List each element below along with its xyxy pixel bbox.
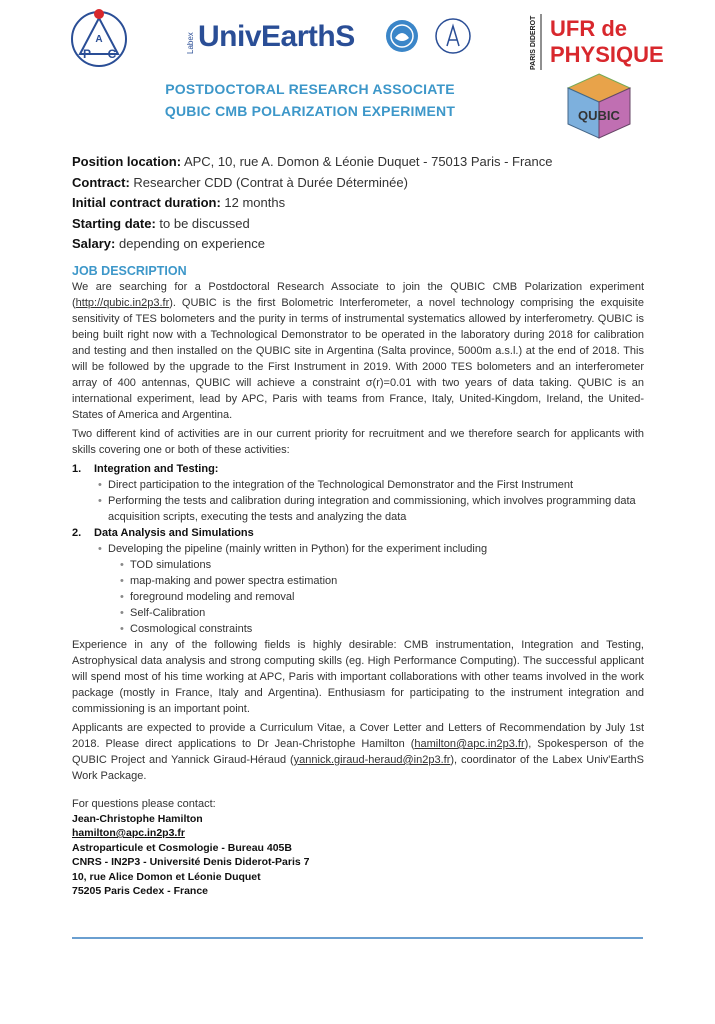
qubic-website-link[interactable]: http://qubic.in2p3.fr	[75, 297, 170, 309]
paragraph-intro: We are searching for a Postdoctoral Research Associate to join the QUBIC CMB Polarization experiment (http://qubic.in2p3.fr). QUBIC is the first Bolometric Interferometer, a novel technology comprising the exquisite sensitivity of TES bolometers and the purity in terms of instrumental systematics allowed by interferometry. QUBIC is being built right now with a Technological Demonstrator to be operated in the laboratory during 2018 for calibration and testing and then installed on the QUBIC site in Argentina (Salta province, 5000m a.s.l.) at the end of 2018. This will be followed by the upgrade to the First Instrument in 2019. With 2000 TES bolometers and an interferometer array of 400 antennas, QUBIC will achieve a constraint σ(r)=0.01 with two years of data taking. QUBIC is an international experiment, lead by APC, Paris with teams from France, Italy, United-Kingdom, Ireland, the United-States of America and Argentina.	[72, 281, 644, 421]
paragraph-applications: Applicants are expected to provide a Curriculum Vitae, a Cover Letter and Letters of Recommendation by July 1st 2018. Please direct applications to Dr Jean-Christophe Hamilton (hamilton@apc.in2p3.fr), Spokesperson of the QUBIC Project and Yannick Giraud-Héraud (yannick.giraud-heraud@in2p3.fr), coordinator of the Labex Univ'EarthS Work Package.	[72, 722, 644, 782]
sub-list-item: • Self-Calibration	[120, 605, 644, 621]
university-seal-icon	[384, 18, 420, 54]
position-info	[72, 152, 652, 255]
info-start: Starting date: to be discussed	[72, 215, 250, 231]
list-item: • Direct participation to the integration of the Technological Demonstrator and the First Instrument	[98, 477, 644, 493]
contact-street: 10, rue Alice Domon et Léonie Duquet	[72, 870, 261, 883]
svg-text:UFR de: UFR de	[550, 16, 627, 41]
svg-text:PHYSIQUE: PHYSIQUE	[550, 42, 664, 67]
title-line-1: POSTDOCTORAL RESEARCH ASSOCIATE	[165, 81, 455, 97]
activity-item: 1. Integration and Testing: • Direct participation to the integration of the Technological Demonstrator and the First Instrument • Performing the tests and calibration during integration and commissioning, which involves programming data acquisition scripts, executing the tests and analyzing the data	[72, 461, 644, 525]
observatory-seal-icon	[434, 16, 472, 56]
list-item: • Performing the tests and calibration during integration and commissioning, which involves programming data acquisition scripts, executing the tests and analyzing the data	[98, 493, 644, 525]
sub-list-item: • foreground modeling and removal	[120, 589, 644, 605]
paragraph-experience: Experience in any of the following fields is highly desirable: CMB instrumentation, Integration and Testing, Astrophysical data analysis and strong computing skills (eg. High Performance Computing). The successful applicant will spend most of his time working at APC, Paris with important collaborations with other teams involved in the work package (mostly in France, Italy and Argentina). Enthusiasm for participating to the instrument integration and commissioning is an important point.	[72, 639, 644, 715]
paragraph-activities: Two different kind of activities are in our current priority for recruitment and we therefore search for applicants with skills covering one or both of these activities:	[72, 428, 644, 456]
labex-prefix: Labex	[186, 32, 195, 54]
labex-name: UnivEarthS	[198, 20, 355, 53]
title-line-2: QUBIC CMB POLARIZATION EXPERIMENT	[164, 103, 456, 119]
contact-name: Jean-Christophe Hamilton	[72, 812, 203, 825]
hamilton-email-link[interactable]: hamilton@apc.in2p3.fr	[414, 738, 525, 750]
page-title	[0, 78, 620, 122]
info-duration: Initial contract duration: 12 months	[72, 195, 286, 211]
contact-email-link[interactable]: hamilton@apc.in2p3.fr	[72, 827, 185, 839]
contact-city: 75205 Paris Cedex - France	[72, 885, 208, 897]
contact-office: Astroparticule et Cosmologie - Bureau 405B	[72, 841, 292, 854]
svg-text:PARIS DIDEROT: PARIS DIDEROT	[530, 15, 537, 70]
svg-text:C: C	[107, 47, 117, 61]
svg-text:A: A	[95, 34, 103, 45]
sub-list-item: • map-making and power spectra estimation	[120, 573, 644, 589]
ufr-physique-logo	[528, 12, 678, 72]
job-description-heading: JOB DESCRIPTION	[72, 264, 187, 278]
activity-item: 2. Data Analysis and Simulations • Developing the pipeline (mainly written in Python) for the experiment including • TOD simulations • map-making and power spectra estimation • foreground modeling and removal • Self-Calibration • Cosmological constraints	[72, 525, 644, 637]
contact-institution: CNRS - IN2P3 - Université Denis Diderot-Paris 7	[72, 856, 310, 868]
contact-block	[72, 797, 572, 899]
job-description	[72, 263, 644, 787]
activity-title: Integration and Testing:	[94, 463, 219, 475]
giraud-heraud-email-link[interactable]: yannick.giraud-heraud@in2p3.fr	[293, 754, 451, 766]
sub-list-item: • TOD simulations	[120, 557, 644, 573]
sub-list-item: • Cosmological constraints	[120, 621, 644, 637]
list-item: • Developing the pipeline (mainly written in Python) for the experiment including • TOD simulations • map-making and power spectra estimation • foreground modeling and removal • Self-Calibration • Cosmological constraints	[98, 541, 644, 637]
contact-intro: For questions please contact:	[72, 798, 216, 810]
apc-logo	[70, 6, 128, 68]
info-contract: Contract: Researcher CDD (Contrat à Durée Déterminée)	[72, 174, 408, 190]
activities-list	[72, 461, 644, 637]
info-location: Position location: APC, 10, rue A. Domon & Léonie Duquet - 75013 Paris - France	[72, 154, 553, 169]
info-salary: Salary: depending on experience	[72, 236, 265, 252]
labex-univearths-logo	[186, 14, 486, 62]
footer-rule	[72, 937, 643, 939]
activity-title: Data Analysis and Simulations	[94, 527, 254, 539]
svg-text:P: P	[82, 47, 92, 61]
svg-text:QUBIC: QUBIC	[578, 108, 620, 123]
